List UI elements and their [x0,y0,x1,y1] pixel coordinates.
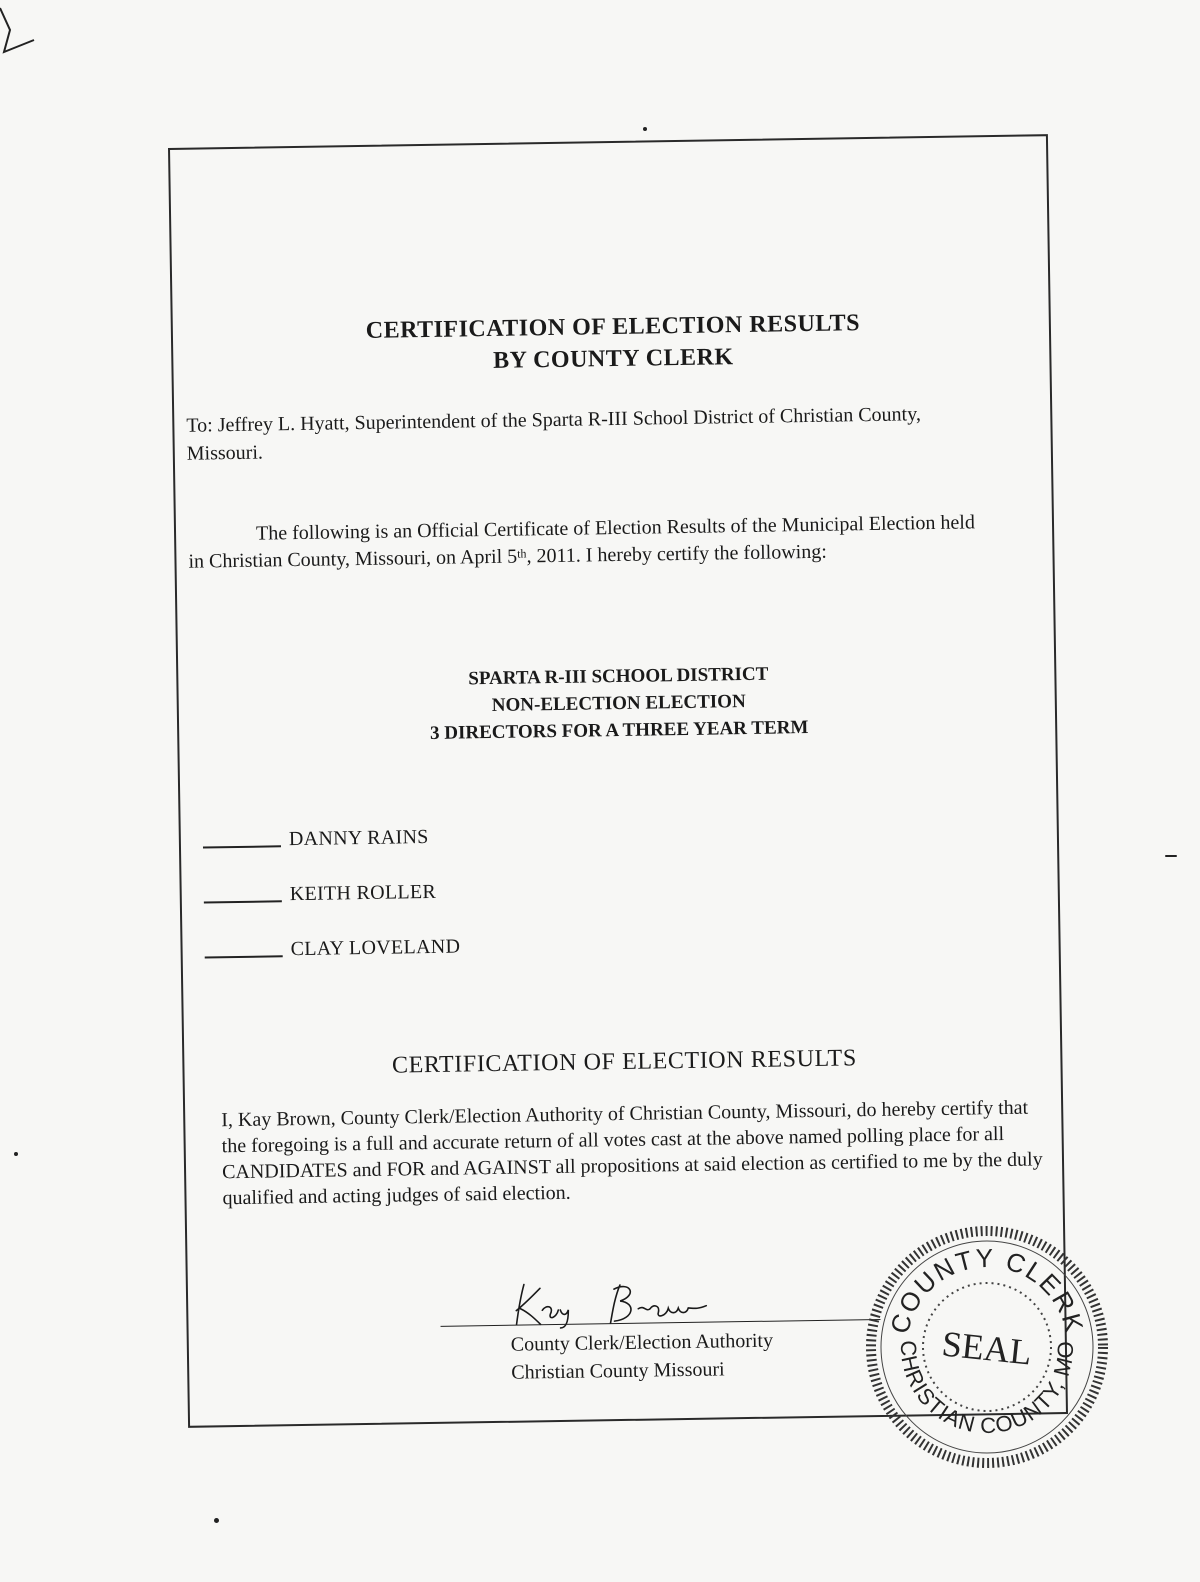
vote-count-blank [205,954,283,958]
vote-count-blank [203,844,281,848]
candidate-name: DANNY RAINS [288,825,429,851]
signatory-role: County Clerk/Election Authority [510,1329,774,1356]
candidate-list [202,788,805,962]
ordinal-suffix: th [517,546,527,561]
title-line-2: BY COUNTY CLERK [492,344,734,374]
candidate-row [202,788,803,852]
addressee-paragraph: To: Jeffrey L. Hyatt, Superintendent of the Sparta R-III School District of Christian County, Missouri. [186,403,922,465]
signatory-county: Christian County Missouri [511,1358,725,1384]
scan-speck [1165,855,1177,857]
certification-statement: I, Kay Brown, County Clerk/Election Authority of Christian County, Missouri, do hereby certify that the foregoing is a full and accurate return of all votes cast at the above named polling place for all CANDIDATES and FOR and AGAINST all propositions at said election as certified to me by the duly qualified and acting judges of said election. [221,1096,1043,1210]
race-type: NON-ELECTION ELECTION [491,690,746,716]
race-heading [190,656,1047,750]
intro-text: The following is an Official Certificate of Election Results of the Municipal Election held in Christian County, Missouri, on April 5 [188,511,976,573]
seal-center-text: SEAL [940,1323,1034,1373]
pen-mark [0,0,60,80]
seal-top-text-path: COUNTY CLERK [884,1242,1090,1337]
candidate-name: CLAY LOVELAND [290,935,461,961]
certification-heading: CERTIFICATION OF ELECTION RESULTS [391,1045,857,1079]
vote-count-blank [204,899,282,903]
scan-speck [214,1518,219,1523]
candidate-name: KEITH ROLLER [289,880,437,906]
candidate-row [204,898,805,962]
intro-paragraph [188,509,989,576]
intro-text-end: , 2011. I hereby certify the following: [526,540,827,568]
document-title [185,304,1042,381]
scan-speck [643,127,647,131]
race-office: 3 DIRECTORS FOR A THREE YEAR TERM [429,717,809,744]
scan-speck [14,1152,18,1156]
seal-top-text [884,1243,1090,1337]
signatory-title [511,1325,872,1387]
race-district: SPARTA R-III SCHOOL DISTRICT [468,663,769,690]
county-clerk-seal [865,1225,1110,1470]
seal-bottom-text-path: CHRISTIAN COUNTY, MO [895,1339,1079,1439]
title-line-1: CERTIFICATION OF ELECTION RESULTS [365,310,861,344]
candidate-row [203,843,804,907]
